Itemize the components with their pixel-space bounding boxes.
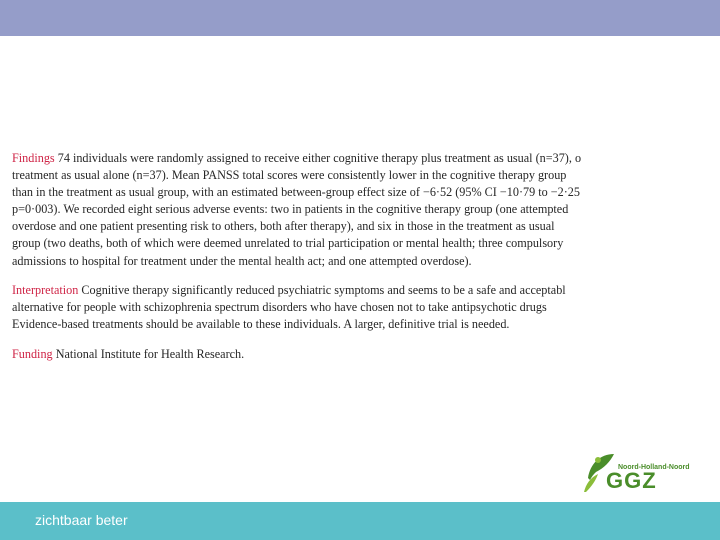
findings-line: overdose and one patient presenting risk to others, both after therapy), and six in those in the treatment as usual <box>12 219 555 234</box>
interpretation-line: Evidence-based treatments should be available to these individuals. A larger, definitive trial is needed. <box>12 317 510 332</box>
funding-label: Funding <box>12 346 53 361</box>
interpretation-paragraph <box>12 282 680 333</box>
interpretation-line: alternative for people with schizophrenia spectrum disorders who have chosen not to take antipsychotic drugs <box>12 300 547 315</box>
funding-line: Funding National Institute for Health Research. <box>12 346 245 361</box>
interpretation-line: Interpretation Cognitive therapy significantly reduced psychiatric symptoms and seems to be a safe and acceptabl <box>12 283 566 298</box>
abstract-text <box>12 150 680 376</box>
findings-line: group (two deaths, both of which were deemed unrelated to trial participation or mental health; three compulsory <box>12 236 564 251</box>
interpretation-label: Interpretation <box>12 283 79 298</box>
header-band <box>0 0 720 36</box>
findings-paragraph <box>12 150 680 270</box>
footer-tagline: zichtbaar beter <box>35 512 128 528</box>
ggz-logo <box>580 448 700 494</box>
findings-line: treatment as usual alone (n=37). Mean PANSS total scores were consistently lower in the cognitive therapy group <box>12 168 567 183</box>
funding-paragraph <box>12 346 680 363</box>
footer-band <box>0 502 720 540</box>
findings-line: admissions to hospital for treatment under the mental health act; and one attempted overdose). <box>12 253 472 268</box>
findings-line: than in the treatment as usual group, with an estimated between-group effect size of −6·52 (95% CI −10·79 to −2·25 <box>12 185 580 200</box>
logo-subtitle: Noord-Holland-Noord <box>618 464 690 471</box>
findings-line: Findings 74 individuals were randomly assigned to receive either cognitive therapy plus treatment as usual (n=37), o <box>12 151 582 165</box>
findings-line: p=0·003). We recorded eight serious adverse events: two in patients in the cognitive therapy group (one attempted <box>12 202 569 217</box>
findings-label: Findings <box>12 151 55 165</box>
logo-name: GGZ <box>606 468 657 493</box>
